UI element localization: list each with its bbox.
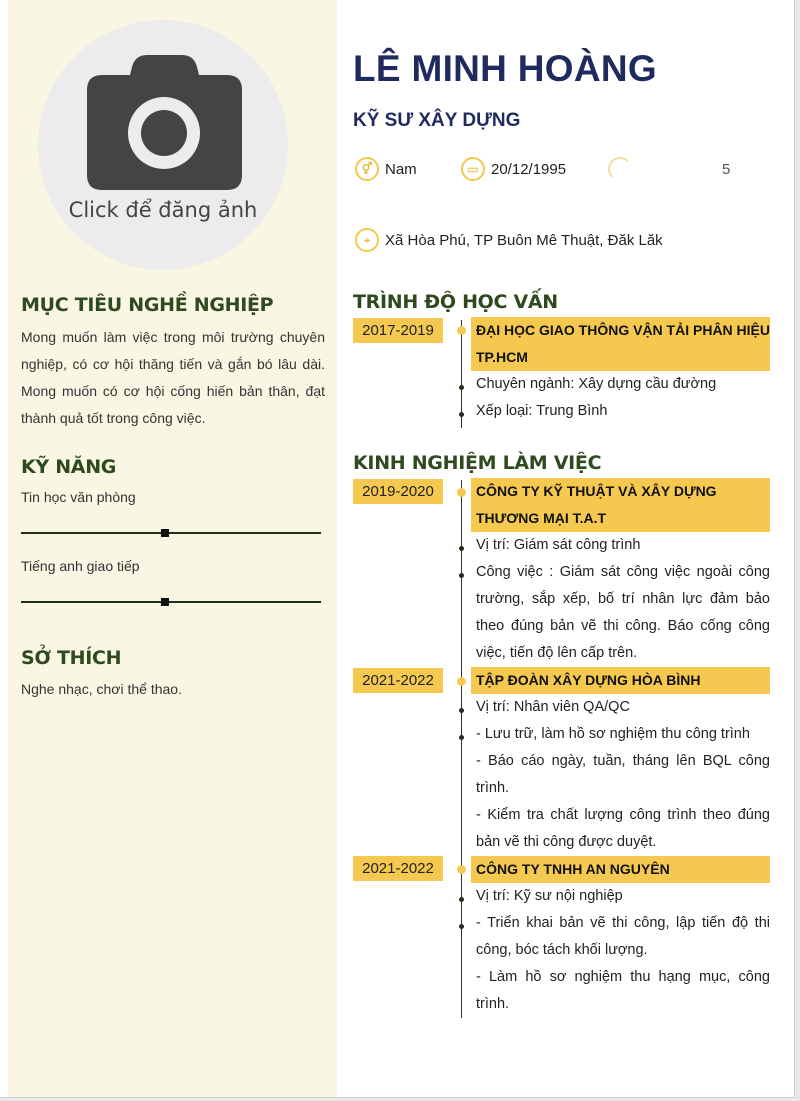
skill-label: Tin học văn phòng [21,489,136,505]
hobbies-title: SỞ THÍCH [21,647,122,669]
phone-value: 5 [722,160,731,178]
job-duty: - Báo cáo ngày, tuần, tháng lên BQL công trình. [476,753,770,796]
job-duty: - Làm hồ sơ nghiệm thu hạng mục, công trình. [476,969,770,1012]
address-info [355,228,663,252]
job-duty: - Lưu trữ, làm hồ sơ nghiệm thu công trình [476,726,750,742]
timeline-dot [457,326,466,335]
timeline-dot [457,677,466,686]
skill-bar [21,532,321,534]
gender-value: Nam [385,160,417,178]
photo-upload-label: Click để đăng ảnh [68,198,258,222]
school-name-line: TP.HCM [476,349,528,365]
timeline-dot [457,865,466,874]
map-pin-icon: ⌖ [355,228,379,252]
education-major: Chuyên ngành: Xây dựng cầu đường [476,376,717,392]
company-name-line: CÔNG TY KỸ THUẬT VÀ XÂY DỰNG [476,483,717,499]
skills-title: KỸ NĂNG [21,456,117,478]
company-name [471,478,770,532]
job-duty: - Triển khai bản vẽ thi công, lập tiến độ thi công, bóc tách khối lượng. [476,915,770,958]
camera-icon [87,55,242,190]
birthdate-info [461,157,566,181]
bullet-dot [459,735,464,740]
experience-title: KINH NGHIỆM LÀM VIỆC [353,452,602,474]
company-name-line: CÔNG TY TNHH AN NGUYÊN [476,861,670,877]
bullet-dot [459,412,464,417]
job-position: Vị trí: Kỹ sư nội nghiệp [476,888,623,904]
bullet-dot [459,385,464,390]
job-period: 2021-2022 [353,856,443,881]
job-duty: - Kiểm tra chất lượng công trình theo đúng bản vẽ thi công được duyệt. [476,807,770,850]
birthday-cake-icon: ▭ [461,157,485,181]
gender-icon: ⚥ [355,157,379,181]
bullet-dot [459,924,464,929]
job-position: Vị trí: Nhân viên QA/QC [476,699,630,715]
job-duty: Công việc : Giám sát công việc ngoài công trường, sắp xếp, bố trí nhân lực đảm bảo theo đúng bản vẽ thi công. Báo cống công việc, tiến độ lên cấp trên. [476,564,770,661]
company-name-line: TẬP ĐOÀN XÂY DỰNG HÒA BÌNH [476,672,701,688]
bullet-dot [459,546,464,551]
bullet-dot [459,708,464,713]
company-name [471,667,770,694]
full-name: LÊ MINH HOÀNG [353,48,658,89]
company-name [471,856,770,883]
job-position: Vị trí: Giám sát công trình [476,537,641,553]
objective-text: Mong muốn làm việc trong môi trường chuyên nghiệp, có cơ hội thăng tiến và gắn bó lâu dài. Mong muốn có cơ hội cống hiến bản thân, đạt thành quả tốt trong công việc. [21,329,325,426]
education-period: 2017-2019 [353,318,443,343]
education-grade: Xếp loại: Trung Bình [476,403,608,419]
skill-label: Tiếng anh giao tiếp [21,558,140,574]
skill-level-marker[interactable] [161,598,169,606]
bullet-dot [459,573,464,578]
job-period: 2021-2022 [353,668,443,693]
timeline-line [461,480,462,1018]
bullet-dot [459,897,464,902]
birthdate-value: 20/12/1995 [491,160,567,178]
hobbies-text: Nghe nhạc, chơi thể thao. [21,681,182,697]
school-name-line: ĐẠI HỌC GIAO THÔNG VẬN TẢI PHÂN HIỆU [476,322,771,338]
address-value: Xã Hòa Phú, TP Buôn Mê Thuật, Đăk Lăk [385,231,663,249]
job-title: KỸ SƯ XÂY DỰNG [353,110,521,131]
phone-icon [608,157,632,181]
gender-info [355,157,417,181]
objective-title: MỤC TIÊU NGHỀ NGHIỆP [21,294,274,316]
education-title: TRÌNH ĐỘ HỌC VẤN [353,291,558,313]
skill-bar [21,601,321,603]
phone-info [608,157,730,181]
company-name-line: THƯƠNG MẠI T.A.T [476,510,607,526]
photo-upload[interactable] [38,20,288,270]
job-period: 2019-2020 [353,479,443,504]
school-name [471,317,770,371]
timeline-dot [457,488,466,497]
skill-level-marker[interactable] [161,529,169,537]
